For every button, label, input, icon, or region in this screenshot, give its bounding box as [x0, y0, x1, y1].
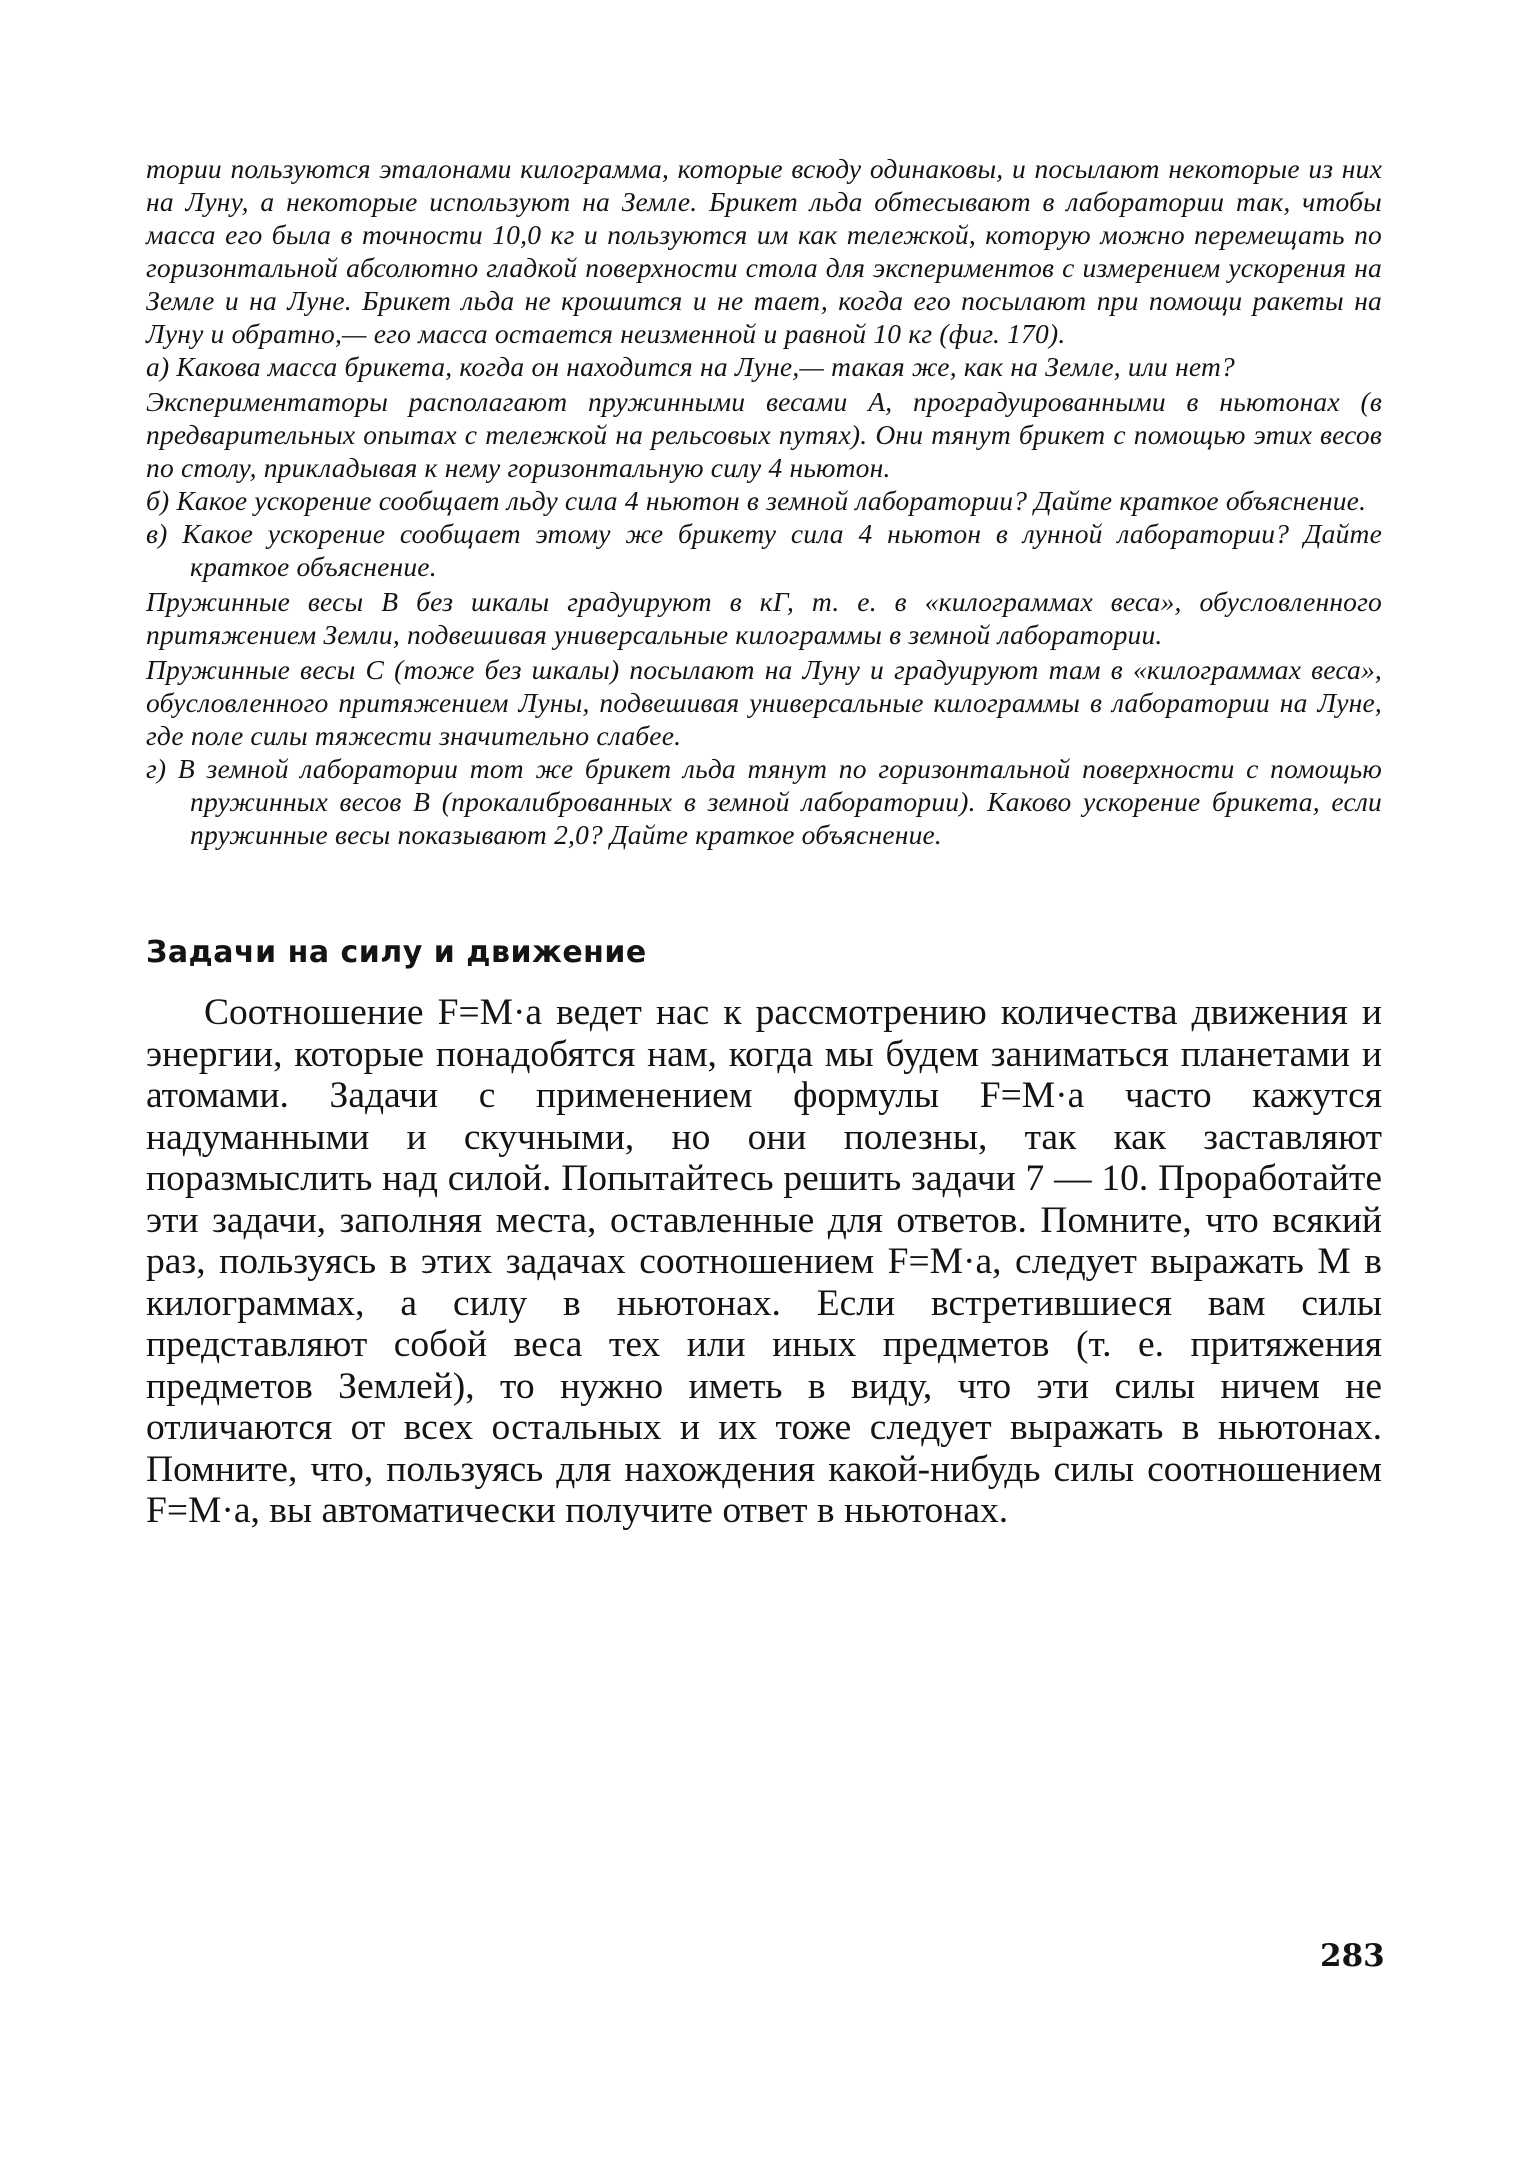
question-a: а) Какова масса брикета, когда он находится на Луне,— такая же, как на Земле, или нет? [146, 351, 1235, 382]
question-g: г) В земной лаборатории тот же брикет льда тянут по горизонтальной поверхности с помощью пружинных весов В (прокалиброванных в земной лаборатории). Каково ускорение брикета, если пружинные весы показывают 2,0? Дайте краткое объяснение. [146, 753, 1382, 850]
section-body: Соотношение F=M·a ведет нас к рассмотрению количества движения и энергии, которые понадобятся нам, когда мы будем заниматься планетами и атомами. Задачи с применением формулы F=M·a часто кажутся надуманными и скучными, но они полезны, так как заставляют поразмыслить над силой. Попытайтесь решить задачи 7 — 10. Проработайте эти задачи, заполняя места, оставленные для ответов. Помните, что всякий раз, пользуясь в этих задачах соотношением F=M·a, следует выражать M в килограммах, а силу в ньютонах. Если встретившиеся вам силы представляют собой веса тех или иных предметов (т. е. притяжения предметов Землей), то нужно иметь в виду, что эти силы ничем не отличаются от всех остальных и их тоже следует выражать в ньютонах. Помните, что, пользуясь для нахождения какой-нибудь силы соотношением F=M·a, вы автоматически получите ответ в ньютонах. [146, 992, 1382, 1531]
experimenters-paragraph: Экспериментаторы располагают пружинными весами А, проградуированными в ньютонах (в предварительных опытах с тележкой на рельсовых путях). Они тянут брикет с помощью этих весов по столу, прикладывая к нему горизонтальную силу 4 ньютон. [146, 386, 1382, 483]
section-heading: Задачи на силу и движение [146, 935, 647, 970]
problem-text [146, 152, 1382, 851]
intro-paragraph: тории пользуются эталонами килограмма, которые всюду одинаковы, и посылают некоторые из них на Луну, а некоторые используют на Земле. Брикет льда обтесывают в лаборатории так, чтобы масса его была в точности 10,0 кг и пользуются им как тележкой, которую можно перемещать по горизонтальной абсолютно гладкой поверхности стола для экспериментов с измерением ускорения на Земле и на Луне. Брикет льда не крошится и не тает, когда его посылают при помощи ракеты на Луну и обратно,— его масса остается неизменной и равной 10 кг (фиг. 170). [146, 153, 1382, 349]
scale-b-paragraph: Пружинные весы В без шкалы градуируют в кГ, т. е. в «килограммах веса», обусловленного притяжением Земли, подвешивая универсальные килограммы в земной лаборатории. [146, 586, 1382, 650]
question-b: б) Какое ускорение сообщает льду сила 4 ньютон в земной лаборатории? Дайте краткое объяснение. [146, 485, 1367, 516]
page-number: 283 [1320, 1938, 1385, 1974]
scale-c-paragraph: Пружинные весы С (тоже без шкалы) посылают на Луну и градуируют там в «килограммах веса», обусловленного притяжением Луны, подвешивая универсальные килограммы в лаборатории на Луне, где поле силы тяжести значительно слабее. [146, 654, 1382, 751]
question-v: в) Какое ускорение сообщает этому же брикету сила 4 ньютон в лунной лаборатории? Дайте краткое объяснение. [146, 518, 1382, 582]
page-content [146, 150, 1382, 1532]
